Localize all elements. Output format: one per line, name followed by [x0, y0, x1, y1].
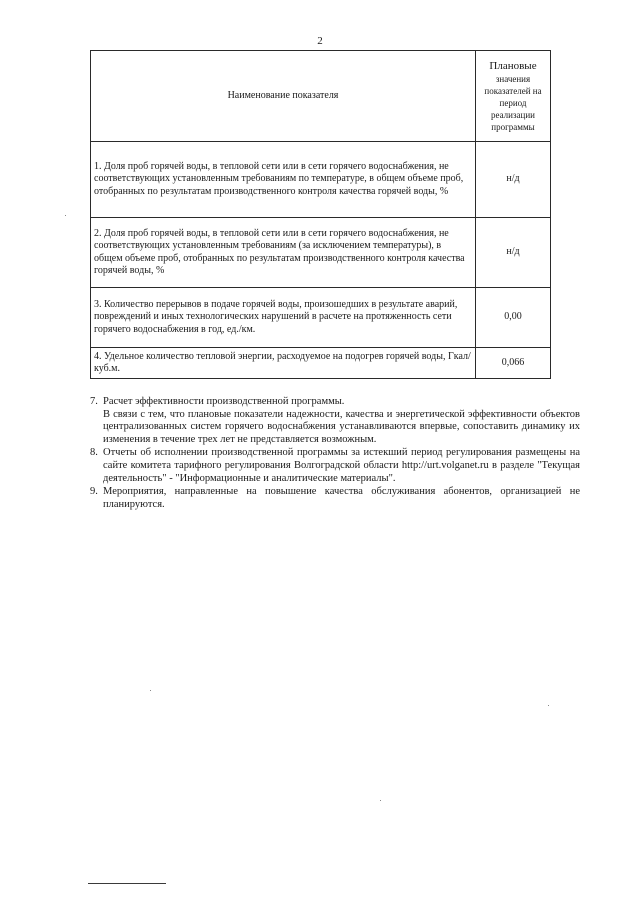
item-number: 9.	[90, 486, 98, 498]
scan-speck	[65, 215, 66, 216]
header-planned-main: Плановые	[489, 60, 537, 72]
list-item	[90, 447, 580, 485]
scan-speck	[150, 690, 151, 691]
item-title: Расчет эффективности производственной программы.	[103, 396, 345, 407]
item-number: 8.	[90, 447, 98, 459]
scan-edge-line	[88, 883, 166, 884]
item-number: 7.	[90, 396, 98, 407]
indicator-value: н/д	[476, 218, 551, 288]
scan-speck	[548, 705, 549, 706]
indicator-name: 3. Количество перерывов в подаче горячей воды, произошедших в результате аварий, повреждений и иных технологических нарушений в расчете на протяженность сети горячего водоснабжения в год, ед./км.	[91, 288, 476, 348]
page-number: 2	[317, 35, 323, 47]
indicator-value: 0,066	[476, 348, 551, 379]
table-row	[91, 348, 551, 379]
table-row	[91, 142, 551, 218]
header-planned-values	[476, 51, 551, 142]
indicator-value: 0,00	[476, 288, 551, 348]
list-item	[90, 486, 580, 511]
item-text: Отчеты об исполнении производственной программы за истекший период регулирования размещены на сайте комитета тарифного регулирования Волгоградской области http://urt.volganet.ru в разделе "Текущая деятельность" - "Информационные и аналитические материалы".	[103, 447, 580, 484]
indicator-name: 4. Удельное количество тепловой энергии, расходуемое на подогрев горячей воды, Гкал/куб.м.	[91, 348, 476, 379]
header-indicator-name: Наименование показателя	[91, 51, 476, 142]
scan-speck	[380, 800, 381, 801]
numbered-items	[90, 396, 580, 512]
list-item	[90, 396, 580, 446]
item-text: В связи с тем, что плановые показатели надежности, качества и энергетической эффективности объектов централизованных систем горячего водоснабжения устанавливаются впервые, сопоставить динамику их изменения в течение трех лет не представляется возможным.	[103, 408, 580, 445]
item-text: Мероприятия, направленные на повышение качества обслуживания абонентов, организацией не планируются.	[103, 486, 580, 510]
table-header-row	[91, 51, 551, 142]
indicator-value: н/д	[476, 142, 551, 218]
table-row	[91, 218, 551, 288]
indicator-name: 2. Доля проб горячей воды, в тепловой сети или в сети горячего водоснабжения, не соответствующих установленным требованиям (за исключением температуры), в общем объеме проб, отобранных по результатам производственного контроля качества горячей воды, %	[91, 218, 476, 288]
indicators-table	[90, 50, 551, 379]
table-row	[91, 288, 551, 348]
indicator-name: 1. Доля проб горячей воды, в тепловой сети или в сети горячего водоснабжения, не соответствующих установленным требованиям по температуре, в общем объеме проб, отобранных по результатам производственного контроля качества горячей воды, %	[91, 142, 476, 218]
header-planned-sub: значения показателей на период реализации программы	[484, 74, 542, 132]
